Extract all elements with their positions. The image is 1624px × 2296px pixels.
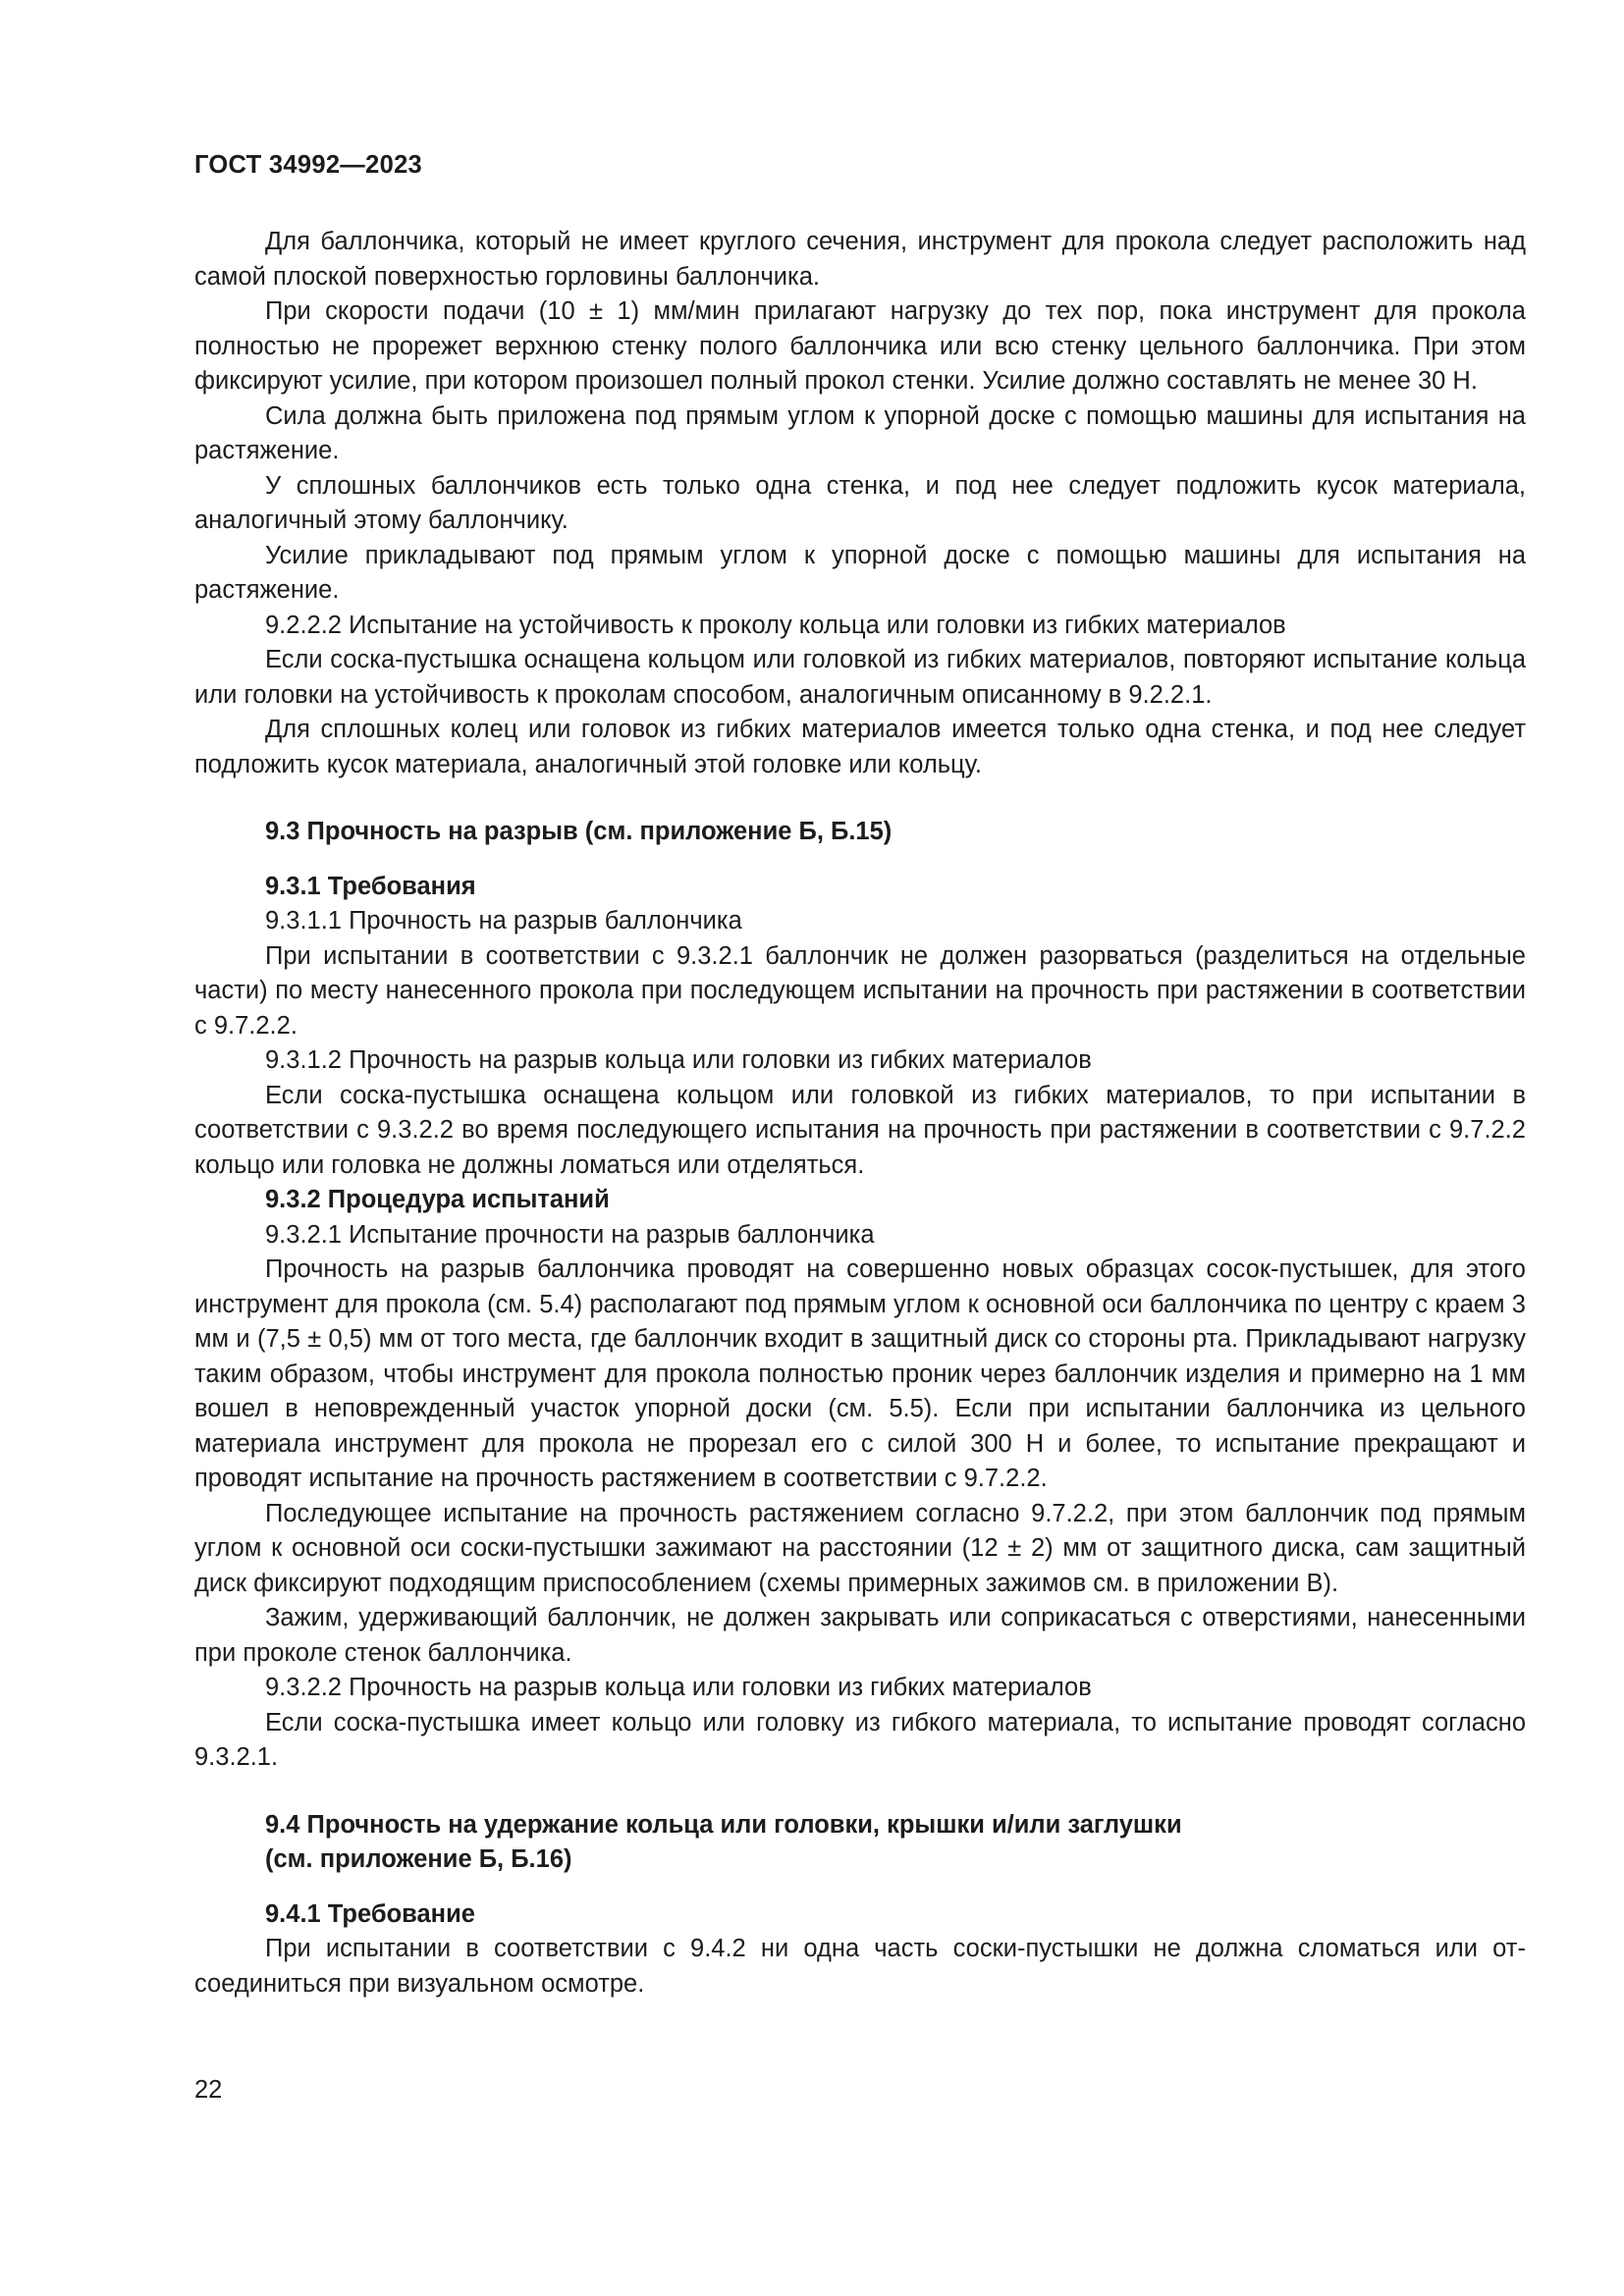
document-body bbox=[194, 225, 1526, 2002]
clause-title-9-2-2-2: 9.2.2.2 Испытание на устойчивость к проколу кольца или головки из гибких материалов bbox=[265, 611, 1286, 639]
paragraph: Если соска-пустышка оснащена кольцом или головкой из гибких материалов, то при испытании в соответствии с 9.3.2.2 во время последующего испытания на прочность при растяжении в соответствии с 9.7.2.2 кольцо или головка не должны ломаться или отделяться. bbox=[194, 1081, 1526, 1179]
section-title-9-3: 9.3 Прочность на разрыв (см. приложение Б, Б.15) bbox=[265, 818, 893, 845]
document-header: ГОСТ 34992—2023 bbox=[194, 151, 423, 179]
paragraph: Прочность на разрыв баллончика проводят на совершенно новых образцах сосок-пустышек, для этого инструмент для прокола (см. 5.4) располагают под прямым углом к основной оси баллончика по центру с краем 3 мм и (7,5 ± 0,5) мм от того места, где баллончик входит в защитный диск со стороны рта. Прикладывают нагрузку таким образом, чтобы инструмент для прокола полностью проник через баллончик изделия и примерно на 1 мм вошел в неповрежденный участок упорной доски (см. 5.5). Если при испытании баллончика из цельного материала инструмент для прокола не прорезал его с силой 300 Н и более, то испытание прекращают и проводят испытание на прочность растяжением в соответствии с 9.7.2.2. bbox=[194, 1255, 1526, 1492]
paragraph: Усилие прикладывают под прямым углом к упорной доске с помощью машины для испытания на растяжение. bbox=[194, 541, 1526, 604]
page-number: 22 bbox=[194, 2076, 223, 2104]
paragraph: Для сплошных колец или головок из гибких материалов имеется только одна стенка, и под нее следует подложить кусок материала, аналогичный этой головке или кольцу. bbox=[194, 716, 1526, 778]
paragraph: Зажим, удерживающий баллончик, не должен закрывать или соприкасаться с отверстиями, нанесенными при проколе стенок баллончика. bbox=[194, 1604, 1526, 1667]
clause-title-9-3-2-1: 9.3.2.1 Испытание прочности на разрыв баллончика bbox=[265, 1220, 875, 1249]
clause-title-9-3-1-1: 9.3.1.1 Прочность на разрыв баллончика bbox=[265, 907, 742, 934]
paragraph: При испытании в соответствии с 9.3.2.1 баллончик не должен разорваться (разделиться на отдельные части) по месту нанесенного прокола при последующем испытании на прочность при растяжении в соответствии с 9.7.2.2. bbox=[194, 941, 1526, 1040]
paragraph: Если соска-пустышка оснащена кольцом или головкой из гибких материалов, повторяют испытание кольца или головки на устойчивость к проколам способом, аналогичным описанному в 9.2.2.1. bbox=[194, 646, 1526, 709]
clause-title-9-3-2-2: 9.3.2.2 Прочность на разрыв кольца или головки из гибких материалов bbox=[265, 1674, 1092, 1701]
paragraph: У сплошных баллончиков есть только одна стенка, и под нее следует подложить кусок материала, аналогичный этому баллончику. bbox=[194, 471, 1526, 534]
paragraph: Сила должна быть приложена под прямым углом к упорной доске с помощью машины для испытания на растяжение. bbox=[194, 401, 1526, 464]
paragraph: Если соска-пустышка имеет кольцо или головку из гибкого материала, то испытание проводят согласно 9.3.2.1. bbox=[194, 1708, 1526, 1771]
section-title-9-4-line2: (см. приложение Б, Б.16) bbox=[265, 1845, 572, 1873]
subsection-title-9-4-1: 9.4.1 Требование bbox=[265, 1899, 475, 1928]
section-title-9-4-line1: 9.4 Прочность на удержание кольца или головки, крышки и/или заглушки bbox=[265, 1810, 1182, 1839]
clause-title-9-3-1-2: 9.3.1.2 Прочность на разрыв кольца или головки из гибких материалов bbox=[265, 1046, 1092, 1074]
paragraph: Для баллончика, который не имеет круглого сечения, инструмент для прокола следует расположить над самой плоской поверхностью горловины баллончика. bbox=[194, 228, 1526, 291]
subsection-title-9-3-1: 9.3.1 Требования bbox=[265, 872, 476, 900]
paragraph: Последующее испытание на прочность растяжением согласно 9.7.2.2, при этом баллончик под прямым углом к основной оси соски-пустышки зажимают на расстоянии (12 ± 2) мм от защитного диска, сам защитный диск фиксируют подходящим приспособлением (схемы примерных зажимов см. в приложении В). bbox=[194, 1499, 1526, 1597]
subsection-title-9-3-2: 9.3.2 Процедура испытаний bbox=[265, 1186, 610, 1213]
paragraph: При испытании в соответствии с 9.4.2 ни одна часть соски-пустышки не должна сломаться или отсоединиться при визуальном осмотре. bbox=[194, 1935, 1526, 1998]
paragraph: При скорости подачи (10 ± 1) мм/мин прилагают нагрузку до тех пор, пока инструмент для прокола полностью не прорежет верхнюю стенку полого баллончика или всю стенку цельного баллончика. При этом фиксируют усилие, при котором произошел полный прокол стенки. Усилие должно составлять не менее 30 Н. bbox=[194, 297, 1526, 395]
